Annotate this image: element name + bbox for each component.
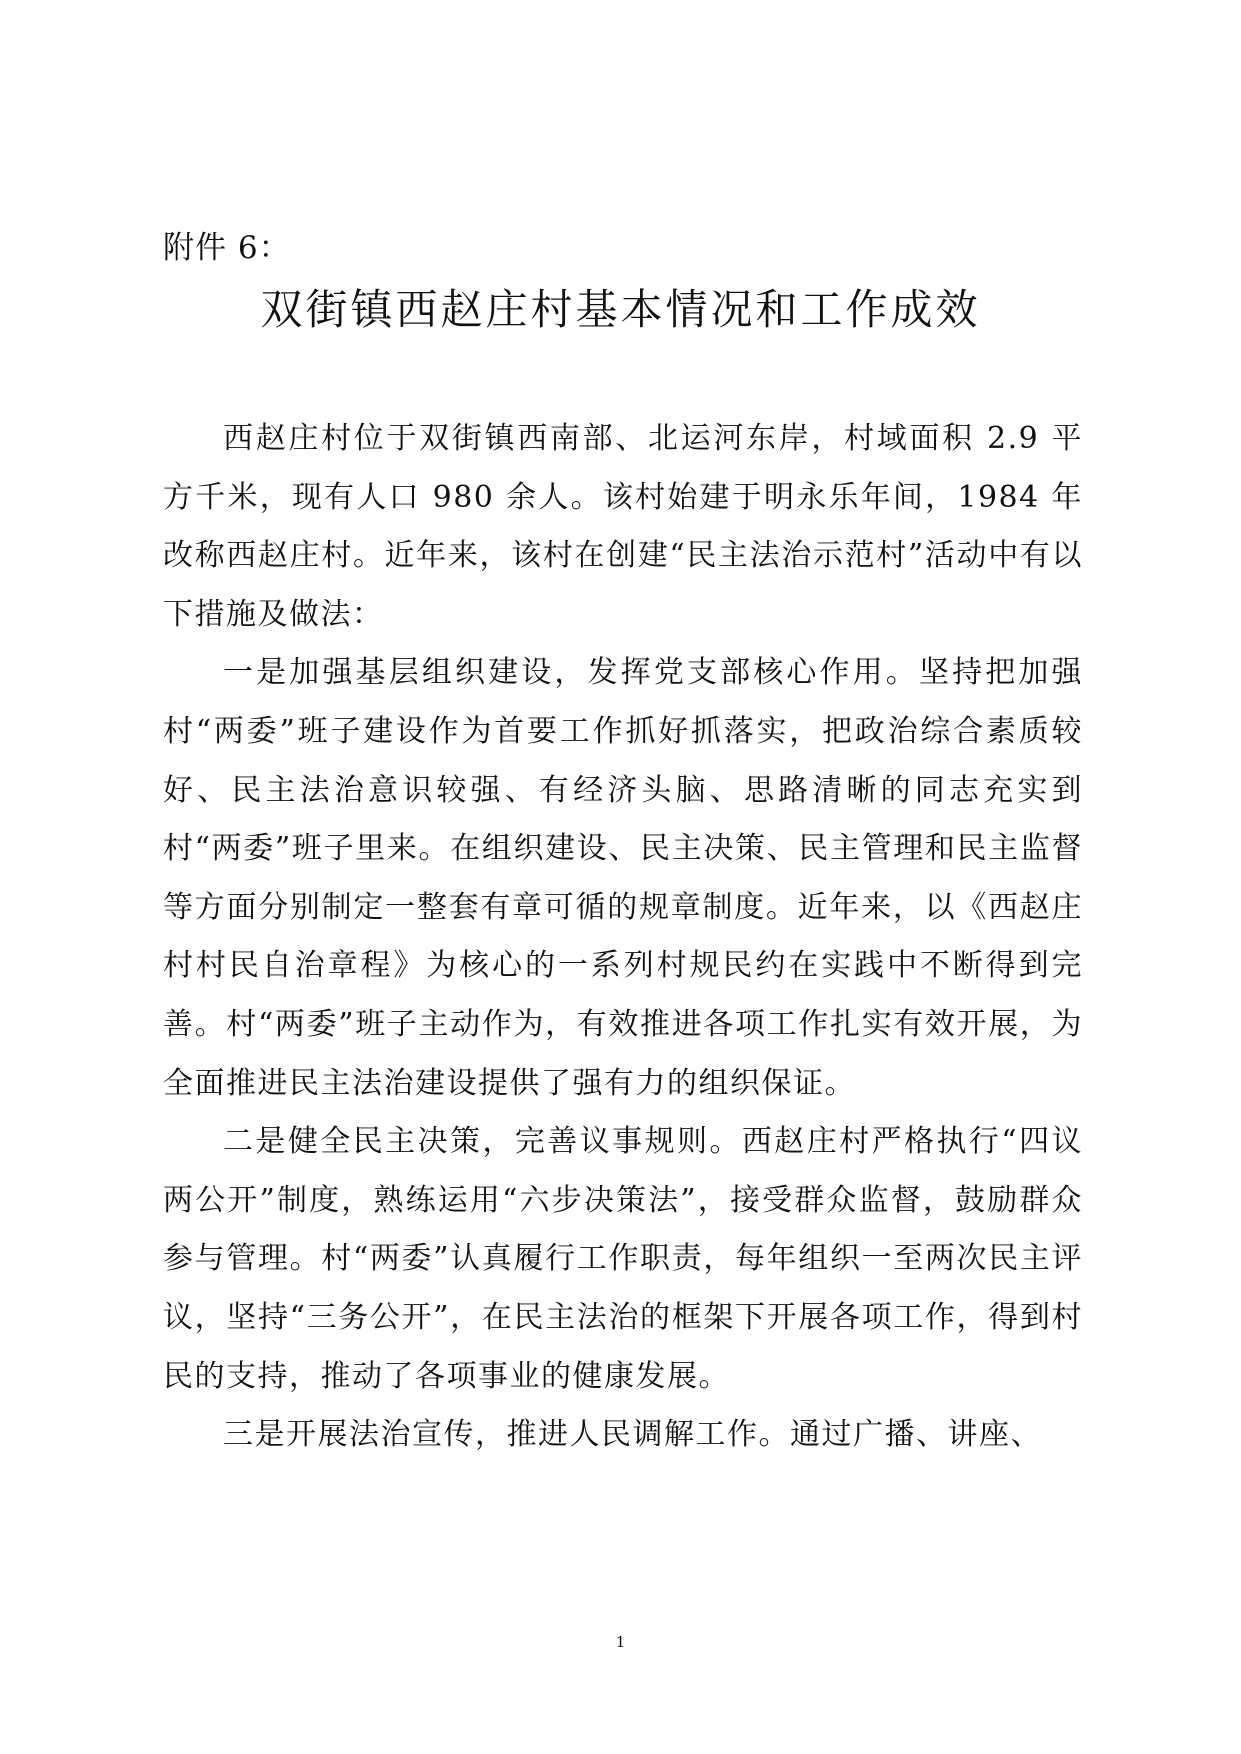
document-body [163, 410, 1083, 1465]
paragraph-intro: 西赵庄村位于双街镇西南部、北运河东岸，村域面积 2.9 平方千米，现有人口 980 余人。该村始建于明永乐年间，1984 年改称西赵庄村。近年来，该村在创建“民主法治示范村”活动中有以下措施及做法： [163, 421, 1083, 632]
paragraph-decision-making: 二是健全民主决策，完善议事规则。西赵庄村严格执行“四议两公开”制度，熟练运用“六步决策法”，接受群众监督，鼓励群众参与管理。村“两委”认真履行工作职责，每年组织一至两次民主评议，坚持“三务公开”，在民主法治的框架下开展各项工作，得到村民的支持，推动了各项事业的健康发展。 [163, 1124, 1083, 1394]
attachment-label: 附件 6： [163, 230, 291, 266]
paragraph-legal-publicity: 三是开展法治宣传，推进人民调解工作。通过广播、讲座、 [223, 1417, 1042, 1453]
paragraph-organization: 一是加强基层组织建设，发挥党支部核心作用。坚持把加强村“两委”班子建设作为首要工作抓好抓落实，把政治综合素质较好、民主法治意识较强、有经济头脑、思路清晰的同志充实到村“两委”班子里来。在组织建设、民主决策、民主管理和民主监督等方面分别制定一整套有章可循的规章制度。近年来，以《西赵庄村村民自治章程》为核心的一系列村规民约在实践中不断得到完善。村“两委”班子主动作为，有效推进各项工作扎实有效开展，为全面推进民主法治建设提供了强有力的组织保证。 [163, 655, 1083, 1101]
page-number: 1 [615, 1633, 626, 1651]
document-title: 双街镇西赵庄村基本情况和工作成效 [260, 285, 981, 334]
